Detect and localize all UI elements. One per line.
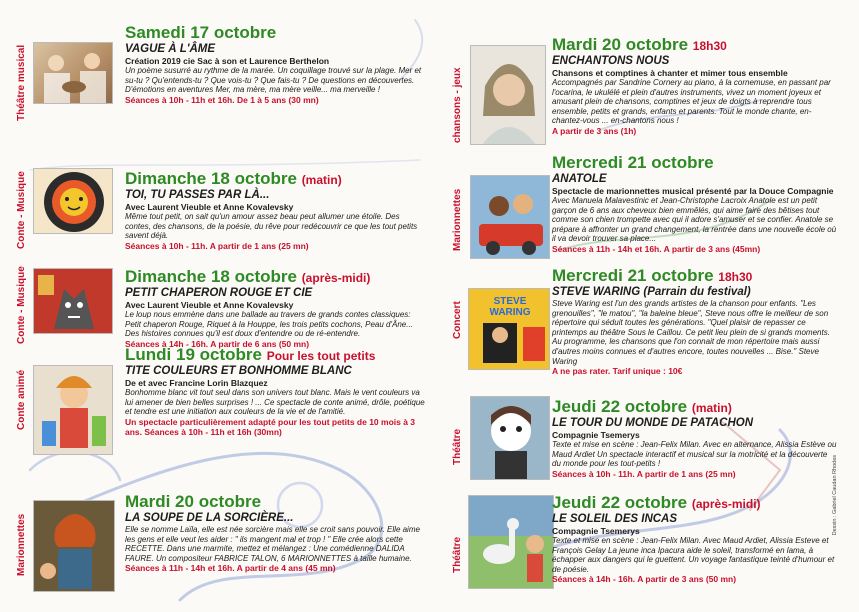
show-title: TOI, TU PASSES PAR LÀ...: [125, 189, 270, 201]
event-date: Jeudi 22 octobre (matin): [552, 397, 732, 416]
company: Chansons et comptines à chanter et mimer tous ensemble: [552, 68, 788, 78]
musicians-photo: [33, 42, 113, 104]
category-label: Théâtre musical: [16, 44, 27, 121]
description: Steve Waring est l'un des grands artistes de la chanson pour enfants. "Les grenouilles", "le matou", "la baleine bleue", Steve nous offre le meilleur de son répertoire qui séduit toutes les générations. "Quel plaisir de repasser ce printemps au théâtre Sous le Caillou. Ce petit lieu plein de si grands moments. Au programme, les chansons que l'on connait de mon répertoire mais aussi d'autres moins connues et d'autres encore, toutes nouvelles ... Bise." Steve Waring: [552, 299, 830, 366]
category-label: Conte - Musique: [16, 266, 27, 344]
sessions: A ne pas rater. Tarif unique : 10€: [552, 366, 683, 377]
show-title: LE TOUR DU MONDE DE PATACHON: [552, 417, 754, 429]
show-title: LA SOUPE DE LA SORCIÈRE...: [125, 512, 294, 524]
company: Spectacle de marionnettes musical présenté par la Douce Compagnie: [552, 186, 834, 196]
category-label: Théâtre: [452, 536, 463, 574]
sessions: Séances à 10h - 11h. A partir de 1 ans (25 mn): [125, 240, 309, 251]
company: Avec Laurent Vieuble et Anne Kovalevsky: [125, 202, 294, 212]
show-title: LE SOLEIL DES INCAS: [552, 513, 678, 525]
event-date: Lundi 19 octobre Pour les tout petits: [125, 345, 376, 364]
event-date: Mardi 20 octobre 18h30: [552, 35, 727, 54]
puppet-photo: [33, 365, 113, 455]
show-title: TITE COULEURS ET BONHOMME BLANC: [125, 365, 352, 377]
sessions: Séances à 14h - 16h. A partir de 6 ans (50 mn): [125, 338, 310, 349]
sessions: Séances à 10h - 11h et 16h. De 1 à 5 ans (30 mn): [125, 94, 319, 105]
event-block: [125, 24, 425, 105]
svg-text:STEVE: STEVE: [493, 296, 527, 307]
show-title: ENCHANTONS NOUS: [552, 55, 670, 67]
patachon-puppet-photo: [470, 396, 550, 480]
singer-portrait: [470, 45, 546, 145]
show-title: VAGUE À L'ÂME: [125, 43, 216, 55]
category-label: Marionnettes: [16, 513, 27, 577]
company: De et avec Francine Lorin Blazquez: [125, 378, 268, 388]
company: Compagnie Tsemerys: [552, 526, 640, 536]
sessions: Séances à 11h - 14h et 16h. A partir de 4 ans (45 mn): [125, 563, 336, 574]
event-date: Mercredi 21 octobre: [552, 153, 714, 172]
witch-puppet-photo: [33, 500, 115, 592]
category-label: chansons - jeux: [452, 67, 463, 143]
event-date: Dimanche 18 octobre (après-midi): [125, 267, 371, 286]
event-block: [552, 398, 837, 479]
description: Bonhomme blanc vit tout seul dans son univers tout blanc. Mais le vent couleurs va lui amener de bien belles surprises ! ... Ce spectacle de conte animé, drôle, poétique et tendre est une initiation aux couleurs de la vie et de l'amitié.: [125, 388, 425, 417]
event-block: [125, 268, 425, 349]
category-label: Conte animé: [16, 370, 27, 431]
company: Avec Laurent Vieuble et Anne Kovalevsky: [125, 300, 294, 310]
category-label: Conte - Musique: [16, 171, 27, 249]
category-label: Concert: [452, 301, 463, 339]
event-block: [552, 267, 837, 376]
flower-illustration: [33, 168, 113, 234]
show-title: ANATOLE: [552, 173, 607, 185]
event-block: [552, 36, 837, 136]
description: Texte et mise en scène : Jean-Felix Milan. Avec Maud Ardiet, Alissia Esteve et François Gelay La jeune inca Ipacura aide le soleil, transformé en lama, à échapper aux dangers qui le guettent. Un voyage fantastique teinté d'humour et de poésie.: [552, 536, 835, 574]
description: Accompagnés par Sandrine Cornery au piano, à la cornemuse, en passant par l'ocarina, le ukulélé et plein d'autres instruments, vivez un moment joyeux et amusant plein de chansons, comptines et jeux de doigts à reprendre tous ensemble, petits et grands, enfants et parents. Tout le monde chante, en-chantez-vous ... en-chantons nous !: [552, 78, 831, 126]
sessions: Séances à 11h - 14h et 16h. A partir de 3 ans (45mn): [552, 243, 761, 254]
description: Elle se nomme Laïla, elle est née sorcière mais elle se croit sans pouvoir. Elle aime les gens et elle veut les aider : " ils mangent mal et trop ! " Elle crée alors cette RECETTE. Dans une marmite, mettez et mélangez : Une comédienne DALIDA FAURE. Un compositeur FABRICE TALON, 6 MARIONNETTES à taille humaine.: [125, 525, 420, 563]
description: Même tout petit, on sait qu'un amour assez beau peut allumer une étoile. Des contes, des chansons, de la poésie, du rêve pour redécouvrir ce que les tout petits savent déjà.: [125, 212, 418, 241]
sessions: Séances à 10h - 11h. A partir de 1 ans (25 mn): [552, 468, 736, 479]
event-block: [552, 494, 837, 584]
svg-text:WARING: WARING: [489, 307, 531, 318]
event-date: Mardi 20 octobre: [125, 492, 262, 511]
sessions: Un spectacle particulièrement adapté pour les tout petits de 10 mois à 3 ans. Séances à 10h - 11h et 16h (30mn): [125, 416, 416, 437]
wolf-illustration: [33, 268, 113, 334]
sessions: A partir de 3 ans (1h): [552, 125, 637, 136]
steve-waring-album: [468, 288, 550, 370]
description: Un poème susurré au rythme de la marée. Un coquillage trouvé sur la plage. Mer et su-tu ? Qu'entends-tu ? Que vois-tu ? Que fais-tu ? De questions en découvertes. D'émotions en aventures Mer, ma mère, ma mère veille... ma merveille !: [125, 66, 422, 95]
description: Texte et mise en scène : Jean-Felix Milan. Avec en alternance, Alissia Estève ou Maud Ardiet Un spectacle interactif et musical sur la motricité et la découverte du monde pour les tout-petits !: [552, 440, 837, 469]
inca-llama-photo: [468, 495, 554, 589]
event-block: [552, 154, 837, 254]
event-block: [125, 170, 425, 251]
puppets-car-photo: [470, 175, 550, 259]
show-title: STEVE WARING (Parrain du festival): [552, 286, 751, 298]
event-block: [125, 493, 425, 573]
event-date: Dimanche 18 octobre (matin): [125, 169, 342, 188]
sessions: Séances à 14h - 16h. A partir de 3 ans (50 mn): [552, 574, 737, 585]
description: Avec Manuela Malavestinic et Jean-Christophe Lacroix Anatole est un petit garçon de 6 ans aux cheveux bien emmêlés, qui aime faire des bêtises tout comme son chien trompette avec qui il adore s'amuser et se confier. Anatole se prépare à affronter un grand changement, la rentrée dans une nouvelle école où il va devoir trouver sa place...: [552, 196, 837, 244]
event-date: Jeudi 22 octobre (après-midi): [552, 493, 761, 512]
company: Création 2019 cie Sac à son et Laurence Berthelon: [125, 56, 330, 66]
event-date: Samedi 17 octobre: [125, 23, 277, 42]
company: Compagnie Tsemerys: [552, 430, 640, 440]
category-label: Théâtre: [452, 428, 463, 466]
illustration-credit: Dessin : Gabriel Caudan Rhodes: [832, 455, 838, 536]
category-label: Marionnettes: [452, 188, 463, 252]
event-date: Mercredi 21 octobre 18h30: [552, 266, 753, 285]
event-block: [125, 346, 425, 437]
show-title: PETIT CHAPERON ROUGE ET CIE: [125, 287, 313, 299]
description: Le loup nous emmène dans une ballade au travers de grands contes classiques: Petit chaperon Rouge, Riquet à la Houppe, les trois petits cochons, Peau d'Âne... Des histoires connues qu'il est doux d'entendre ou de ré-entendre.: [125, 310, 413, 339]
